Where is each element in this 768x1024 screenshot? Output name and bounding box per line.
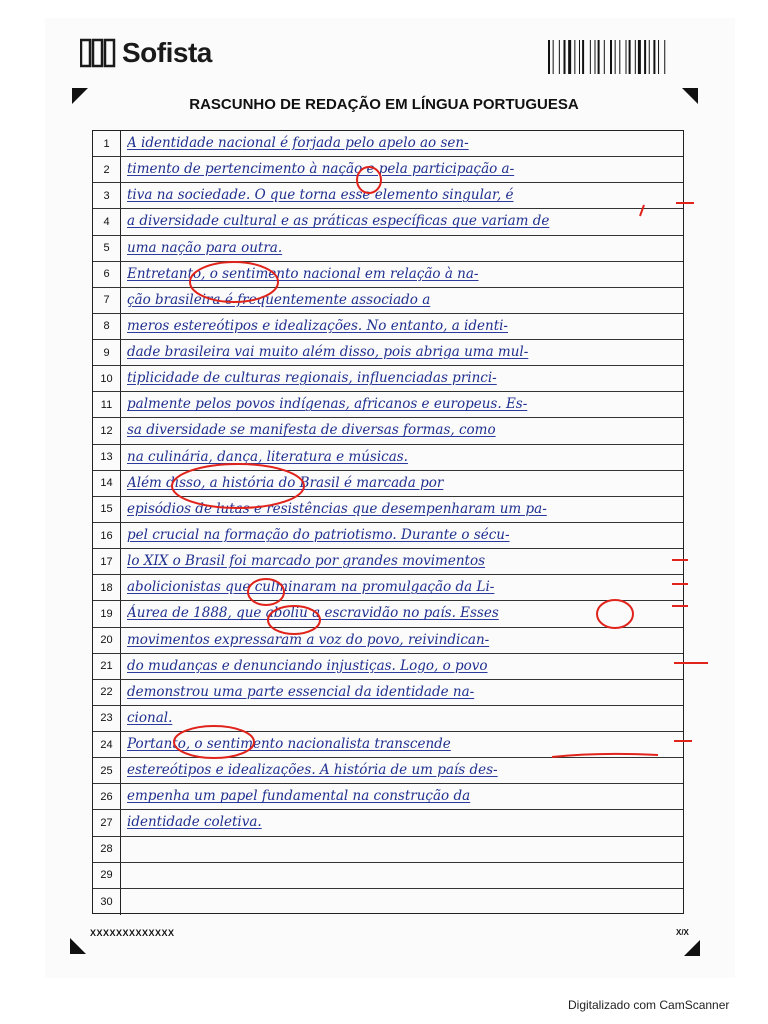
handwritten-text	[127, 837, 677, 862]
footer-code: XXXXXXXXXXXXX	[90, 928, 175, 938]
grid-line-6	[93, 262, 683, 288]
line-number: 18	[93, 575, 121, 600]
handwritten-text: abolicionistas que culminaram na promulgação da Li-	[127, 579, 495, 596]
barcode-bar	[658, 40, 659, 74]
line-number: 13	[93, 445, 121, 470]
barcode-bar	[638, 40, 641, 74]
grid-line-7	[93, 288, 683, 314]
grid-line-30	[93, 889, 683, 915]
grid-line-24	[93, 732, 683, 758]
line-number: 15	[93, 497, 121, 522]
barcode-bar	[598, 40, 600, 74]
handwritten-text: ção brasileira é frequentemente associado a	[127, 291, 431, 308]
grid-line-10	[93, 366, 683, 392]
grid-line-17	[93, 549, 683, 575]
barcode-bar	[653, 40, 655, 74]
grid-line-25	[93, 758, 683, 784]
brand-logo	[80, 36, 212, 70]
line-number: 20	[93, 628, 121, 653]
line-number: 4	[93, 209, 121, 234]
line-number: 21	[93, 654, 121, 679]
line-number: 29	[93, 863, 121, 888]
line-number: 14	[93, 471, 121, 496]
grid-line-28	[93, 837, 683, 863]
barcode-bar	[629, 40, 631, 74]
grid-line-3	[93, 183, 683, 209]
grid-line-4	[93, 209, 683, 235]
grid-line-20	[93, 628, 683, 654]
line-number: 26	[93, 784, 121, 809]
handwritten-text: empenha um papel fundamental na construção da	[127, 788, 471, 805]
line-number: 10	[93, 366, 121, 391]
line-number: 3	[93, 183, 121, 208]
grid-line-23	[93, 706, 683, 732]
grid-line-11	[93, 392, 683, 418]
barcode-bar	[604, 40, 605, 74]
grid-line-22	[93, 680, 683, 706]
barcode-bar	[574, 40, 575, 74]
grid-line-16	[93, 523, 683, 549]
grid-line-2	[93, 157, 683, 183]
line-number: 5	[93, 236, 121, 261]
grid-line-26	[93, 784, 683, 810]
handwritten-text: palmente pelos povos indígenas, africanos e europeus. Es-	[127, 396, 528, 413]
brand-name: Sofista	[122, 37, 212, 68]
handwritten-text: Além disso, a história do Brasil é marcada por	[127, 474, 444, 491]
grid-line-8	[93, 314, 683, 340]
line-number: 27	[93, 810, 121, 835]
handwritten-text: demonstrou uma parte essencial da identidade na-	[127, 683, 475, 700]
handwritten-text: pel crucial na formação do patriotismo. Durante o sécu-	[127, 527, 510, 543]
barcode-icon	[548, 40, 698, 74]
handwritten-text: lo XIX o Brasil foi marcado por grandes movimentos	[127, 553, 486, 570]
handwritten-text: cional.	[127, 709, 173, 726]
line-number: 7	[93, 288, 121, 313]
barcode-bar	[635, 40, 636, 74]
line-number: 8	[93, 314, 121, 339]
page-title: RASCUNHO DE REDAÇÃO EM LÍNGUA PORTUGUESA	[189, 96, 579, 113]
grid-line-1	[93, 131, 683, 157]
barcode-bar	[610, 40, 612, 74]
barcode-bar	[568, 40, 571, 74]
line-number: 30	[93, 889, 121, 915]
line-number: 19	[93, 601, 121, 626]
handwritten-text: movimentos expressaram a voz do povo, reivindican-	[127, 631, 490, 648]
line-number: 12	[93, 418, 121, 443]
barcode-bar	[553, 40, 554, 74]
handwritten-text: meros estereótipos e idealizações. No entanto, a identi-	[127, 317, 508, 334]
line-number: 25	[93, 758, 121, 783]
handwritten-text: uma nação para outra.	[127, 239, 283, 256]
line-number: 24	[93, 732, 121, 757]
handwritten-text: na culinária, dança, literatura e músicas.	[127, 448, 408, 465]
handwritten-text: timento de pertencimento à nação e pela participação a-	[127, 161, 515, 178]
line-number: 28	[93, 837, 121, 862]
handwritten-text: a diversidade cultural e as práticas específicas que variam de	[127, 213, 550, 230]
handwritten-text: Áurea de 1888, que aboliu a escravidão no país. Esses	[127, 605, 499, 622]
handwritten-text: Portanto, o sentimento nacionalista transcende	[127, 736, 451, 753]
handwritten-text	[127, 863, 677, 888]
grid-line-27	[93, 810, 683, 836]
barcode-bar	[649, 40, 650, 74]
scanner-watermark: Digitalizado com CamScanner	[568, 998, 730, 1012]
handwritten-text: sa diversidade se manifesta de diversas formas, como	[127, 422, 496, 439]
handwritten-text: tiva na sociedade. O que torna esse elemento singular, é	[127, 187, 514, 204]
handwritten-text: do mudanças e denunciando injustiças. Logo, o povo	[127, 657, 488, 674]
barcode-bar	[559, 40, 560, 74]
footer-page-number: X/X	[676, 928, 689, 937]
barcode-bar	[582, 40, 584, 74]
line-number: 2	[93, 157, 121, 182]
barcode-bar	[619, 40, 620, 74]
line-number: 1	[93, 131, 121, 156]
barcode-bar	[590, 40, 591, 74]
barcode-bar	[664, 40, 665, 74]
grid-line-15	[93, 497, 683, 523]
line-number: 6	[93, 262, 121, 287]
line-number: 11	[93, 392, 121, 417]
line-number: 23	[93, 706, 121, 731]
handwritten-text: Entretanto, o sentimento nacional em relação à na-	[127, 265, 479, 282]
handwritten-text: tiplicidade de culturas regionais, influenciadas princi-	[127, 370, 497, 387]
grid-line-21	[93, 654, 683, 680]
line-number: 9	[93, 340, 121, 365]
line-number: 16	[93, 523, 121, 548]
grid-line-5	[93, 236, 683, 262]
barcode-bar	[564, 40, 566, 74]
corner-marker-bottom-left	[70, 938, 86, 954]
barcode-bar	[595, 40, 596, 74]
line-number: 17	[93, 549, 121, 574]
handwritten-text	[127, 889, 677, 915]
handwritten-text: identidade coletiva.	[127, 814, 262, 831]
grid-line-29	[93, 863, 683, 889]
handwritten-text: episódios de lutas e resistências que desempenharam um pa-	[127, 500, 547, 517]
barcode-bar	[626, 40, 627, 74]
corner-marker-bottom-right	[684, 940, 700, 956]
barcode-bar	[615, 40, 616, 74]
grid-line-18	[93, 575, 683, 601]
handwritten-text: estereótipos e idealizações. A história de um país des-	[127, 762, 498, 779]
sofista-logo-icon	[80, 38, 116, 68]
grid-line-14	[93, 471, 683, 497]
grid-line-9	[93, 340, 683, 366]
line-number: 22	[93, 680, 121, 705]
barcode-bar	[548, 40, 550, 74]
barcode-bar	[644, 40, 646, 74]
handwritten-text: A identidade nacional é forjada pelo apelo ao sen-	[127, 135, 469, 151]
writing-grid	[92, 130, 684, 914]
grid-line-12	[93, 418, 683, 444]
grid-line-13	[93, 445, 683, 471]
handwritten-text: dade brasileira vai muito além disso, pois abriga uma mul-	[127, 344, 529, 361]
barcode-bar	[579, 40, 580, 74]
grid-line-19	[93, 601, 683, 627]
